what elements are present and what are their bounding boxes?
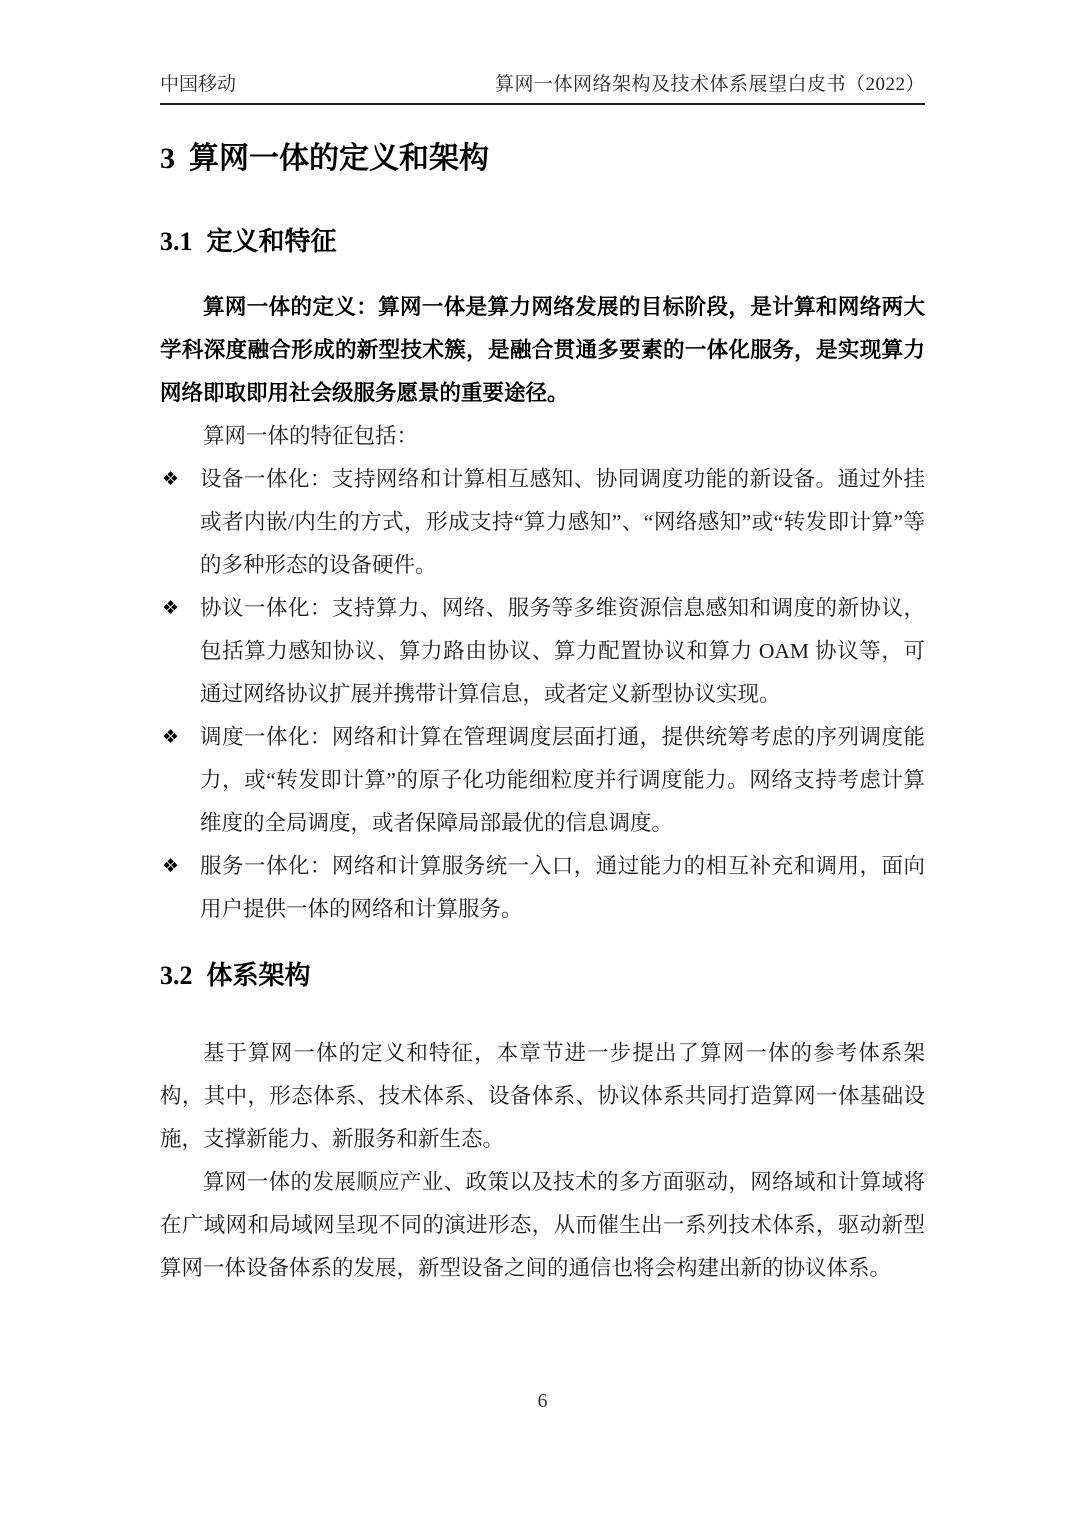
header-company-name: 中国移动 — [160, 74, 237, 95]
bullet-item-scheduling — [160, 716, 925, 845]
definition-paragraph: 算网一体的定义：算网一体是算力网络发展的目标阶段，是计算和网络两大学科深度融合形成的新型技术簇，是融合贯通多要素的一体化服务，是实现算力网络即取即用社会级服务愿景的重要途径。 — [160, 295, 925, 405]
feature-bullet-list — [160, 458, 925, 931]
section-heading-3-1 — [160, 225, 925, 258]
page-footer — [160, 1390, 925, 1413]
bullet-item-protocol — [160, 587, 925, 716]
diamond-bullet-icon: ❖ — [162, 726, 180, 748]
header-document-title: 算网一体网络架构及技术体系展望白皮书（2022） — [494, 74, 925, 95]
section-3-2-number: 3.2 — [160, 961, 193, 990]
features-lead-paragraph: 算网一体的特征包括： — [203, 424, 419, 448]
diamond-bullet-icon: ❖ — [162, 468, 180, 490]
bullet-text: 服务一体化：网络和计算服务统一入口，通过能力的相互补充和调用，面向用户提供一体的网络和计算服务。 — [200, 854, 925, 921]
running-header — [160, 74, 925, 105]
bullet-text: 设备一体化：支持网络和计算相互感知、协同调度功能的新设备。通过外挂或者内嵌/内生的方式，形成支持“算力感知”、“网络感知”或“转发即计算”等的多种形态的设备硬件。 — [200, 467, 925, 577]
section-3-1-number: 3.1 — [160, 227, 193, 256]
chapter-number: 3 — [160, 142, 175, 175]
architecture-paragraph-2: 算网一体的发展顺应产业、政策以及技术的多方面驱动，网络域和计算域将在广域网和局域网呈现不同的演进形态，从而催生出一系列技术体系，驱动新型算网一体设备体系的发展，新型设备之间的通信也将会构建出新的协议体系。 — [160, 1170, 925, 1280]
section-3-1-title: 定义和特征 — [206, 226, 337, 256]
architecture-paragraph-1: 基于算网一体的定义和特征，本章节进一步提出了算网一体的参考体系架构，其中，形态体系、技术体系、设备体系、协议体系共同打造算网一体基础设施，支撑新能力、新服务和新生态。 — [160, 1041, 925, 1151]
chapter-title: 算网一体的定义和架构 — [189, 142, 489, 175]
section-3-1-body — [160, 286, 925, 931]
section-heading-3-2 — [160, 959, 925, 992]
chapter-heading — [160, 141, 925, 177]
bullet-text: 调度一体化：网络和计算在管理调度层面打通，提供统筹考虑的序列调度能力，或“转发即计算”的原子化功能细粒度并行调度能力。网络支持考虑计算维度的全局调度，或者保障局部最优的信息调度。 — [200, 725, 925, 835]
bullet-item-service — [160, 845, 925, 931]
diamond-bullet-icon: ❖ — [162, 597, 180, 619]
page-number: 6 — [537, 1390, 548, 1412]
bullet-item-device — [160, 458, 925, 587]
diamond-bullet-icon: ❖ — [162, 855, 180, 877]
section-3-2-title: 体系架构 — [206, 960, 311, 990]
section-3-2-body — [160, 1032, 925, 1290]
bullet-text: 协议一体化：支持算力、网络、服务等多维资源信息感知和调度的新协议，包括算力感知协议、算力路由协议、算力配置协议和算力 OAM 协议等，可通过网络协议扩展并携带计算信息，或者定义新型协议实现。 — [200, 596, 925, 706]
